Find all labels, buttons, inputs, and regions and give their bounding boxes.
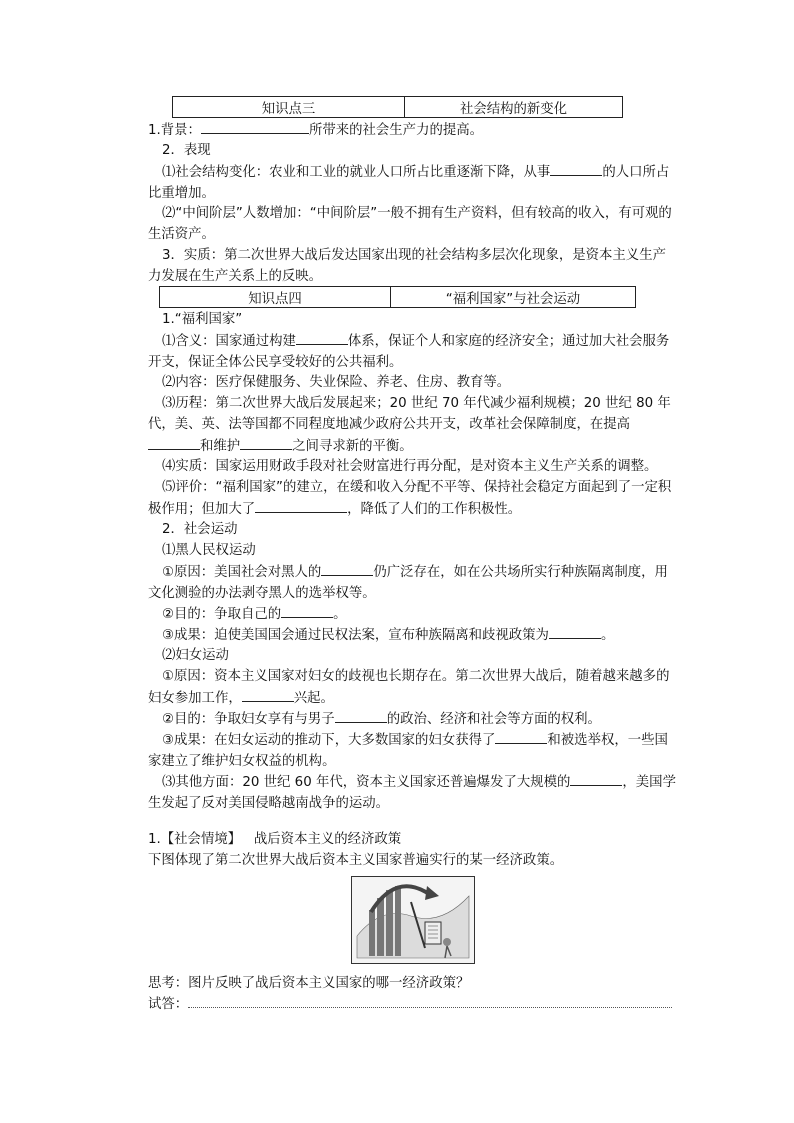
paragraph: ②目的：争取自己的 。: [148, 603, 676, 625]
blank[interactable]: [549, 624, 601, 639]
paragraph: ①原因：资本主义国家对妇女的歧视也长期存在。第二次世界大战后，随着越来越多的妇女参加工作， 兴起。: [148, 669, 670, 706]
paragraph: ⑸评价：“福利国家”的建立，在缓和收入分配不平等、保持社会稳定方面起到了一定积极作用；但加大了 ，降低了人们的工作积极性。: [148, 480, 672, 517]
background-line: 1.背景： 所带来的社会生产力的提高。: [148, 119, 676, 141]
blank[interactable]: [495, 729, 547, 744]
blank[interactable]: [335, 708, 387, 723]
paragraph: ⑶其他方面：20 世纪 60 年代，资本主义国家还普遍爆发了大规模的 ，美国学生发起了反对美国侵略越南战争的运动。: [148, 771, 676, 814]
blank[interactable]: [240, 435, 292, 450]
answer-line: 试答：: [148, 994, 676, 1015]
think-question: 思考：图片反映了战后资本主义国家的哪一经济政策？: [148, 976, 470, 991]
paragraph: ⑵内容：医疗保健服务、失业保险、养老、住房、教育等。: [162, 375, 511, 390]
blank[interactable]: [255, 498, 347, 513]
paragraph: ⑴含义：国家通过构建 体系，保证个人和家庭的经济安全；通过加大社会服务开支，保证全体公民享受较好的公共福利。: [148, 330, 676, 373]
sub-heading: ⑵妇女运动: [162, 648, 229, 663]
answer-input[interactable]: [188, 995, 672, 1008]
kp4-label: 知识点四: [160, 287, 391, 308]
blank[interactable]: [550, 161, 602, 176]
blank[interactable]: [148, 435, 200, 450]
blank[interactable]: [281, 603, 333, 618]
kp3-label: 知识点三: [173, 97, 405, 118]
kp4-title: “福利国家”与社会运动: [391, 287, 636, 308]
paragraph: ⑷实质：国家运用财政手段对社会财富进行再分配，是对资本主义生产关系的调整。: [162, 459, 658, 474]
section-heading: 1.“福利国家”: [162, 312, 243, 327]
paragraph: ⑶历程：第二次世界大战后发展起来；20 世纪 70 年代减少福利规模；20 世纪 80 年代，美、英、法等国都不同程度地减少政府公共开支，改革社会保障制度，在提高和维护 之间寻求新的平衡。: [148, 396, 671, 454]
paragraph: ②目的：争取妇女享有与男子 的政治、经济和社会等方面的权利。: [148, 708, 676, 730]
paragraph: ③成果：迫使美国国会通过民权法案，宣布种族隔离和歧视政策为 。: [148, 624, 676, 646]
blank[interactable]: [296, 330, 348, 345]
cartoon-image: [351, 876, 475, 964]
blank[interactable]: [201, 119, 309, 134]
blank[interactable]: [570, 771, 622, 786]
question-description: 下图体现了第二次世界大战后资本主义国家普遍实行的某一经济政策。: [148, 853, 564, 868]
paragraph: ⑵“中间阶层”人数增加：“中间阶层”一般不拥有生产资料，但有较高的收入，有可观的生活资产。: [148, 206, 672, 242]
section-heading: 2．社会运动: [162, 522, 238, 537]
paragraph: ③成果：在妇女运动的推动下，大多数国家的妇女获得了 和被选举权，一些国家建立了维护妇女权益的机构。: [148, 729, 676, 772]
sub-heading: ⑴黑人民权运动: [162, 543, 256, 558]
paragraph: ①原因：美国社会对黑人的 仍广泛存在，如在公共场所实行种族隔离制度，用文化测验的办法剥夺黑人的选举权等。: [148, 561, 676, 604]
blank[interactable]: [242, 687, 294, 702]
section-heading: 2．表现: [162, 143, 211, 158]
kp3-title: 社会结构的新变化: [405, 97, 623, 118]
paragraph: 3．实质：第二次世界大战后发达国家出现的社会结构多层次化现象，是资本主义生产力发展在生产关系上的反映。: [148, 248, 666, 284]
knowledge-point-4-header: [159, 286, 636, 308]
blank[interactable]: [321, 561, 373, 576]
knowledge-point-3-header: [172, 96, 623, 118]
question-heading: 1.【社会情境】 战后资本主义的经济政策: [148, 832, 402, 847]
paragraph: ⑴社会结构变化：农业和工业的就业人口所占比重逐渐下降，从事 的人口所占比重增加。: [148, 161, 676, 204]
cartoon-illustration-icon: [351, 876, 475, 964]
